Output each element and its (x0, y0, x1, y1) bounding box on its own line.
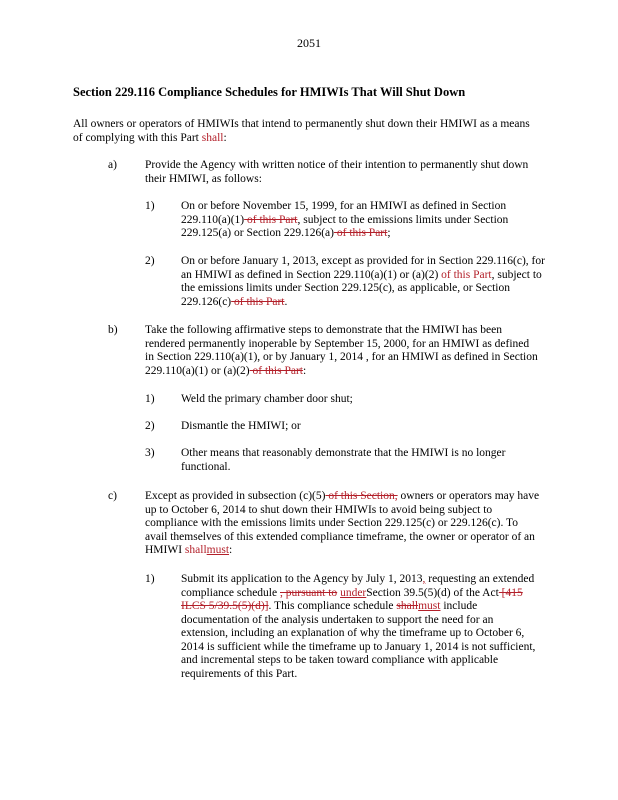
item-b2-label: 2) (145, 420, 155, 432)
item-b-label: b) (108, 324, 118, 336)
deleted-text: of this Section, (325, 490, 398, 502)
intro-text: All owners or operators of HMIWIs that intend to permanently shut down their HMIWI as a means of complying with this Part (73, 118, 530, 144)
deleted-text: of this Part (333, 227, 388, 239)
c-text-part: : (229, 544, 233, 556)
item-a2-text (181, 255, 551, 309)
item-b-text (145, 324, 540, 378)
c1-text-part: Section 39.5(5)(d) of the Act (366, 586, 499, 599)
intro-end: : (223, 131, 227, 144)
c1-text-part: Submit its application to the Agency by July 1, 2013 (181, 573, 423, 585)
deleted-text: [415 ILCS 5/39.5(5)(d)] (181, 586, 523, 612)
c1-text-part: . This compliance schedule (268, 600, 397, 612)
item-b1-text: Weld the primary chamber door shut; (181, 393, 353, 405)
a2-text-part: . (284, 295, 288, 308)
a2-text-part: On or before January 1, 2013, except as provided for in Section 229.116(c), for an HMIWI as defined in Section 229.110(a)(1) or (a)(2) (181, 255, 545, 281)
item-b1-label: 1) (145, 393, 155, 405)
inserted-text: shall (184, 544, 207, 556)
item-c1-text (181, 573, 543, 681)
deleted-text: , pursuant to (280, 586, 338, 599)
item-c1-label: 1) (145, 573, 155, 585)
deleted-text: of this Part (249, 364, 303, 377)
page-number: 2051 (297, 36, 321, 50)
item-c-text (145, 490, 540, 558)
inserted-text: , (422, 573, 426, 585)
a1-text-part: On or before November 15, 1999, for an HMIWI as defined in Section 229.110(a)(1) (181, 200, 507, 226)
inserted-text: under (340, 586, 367, 599)
item-b3-text: Other means that reasonably demonstrate that the HMIWI is no longer functional. (181, 447, 506, 473)
c1-text-part: requesting an extended compliance schedule (181, 573, 535, 599)
deleted-text: of this Part (231, 295, 285, 308)
item-c-label: c) (108, 490, 117, 502)
a2-text-part: , subject to the emissions limits under Section 229.125(c), as applicable, or Section 229.126(c) (181, 268, 542, 308)
item-a1-label: 1) (145, 200, 155, 212)
inserted-text: must (418, 600, 441, 612)
inserted-text: must (206, 544, 230, 556)
c-text-part: Except as provided in subsection (c)(5) (145, 490, 326, 502)
inserted-shall: shall (201, 131, 224, 144)
item-b2-text: Dismantle the HMIWI; or (181, 420, 301, 432)
b-text-part: Take the following affirmative steps to demonstrate that the HMIWI has been rendered permanently inoperable by September 15, 2000, for an HMIWI as defined in Section 229.110(a)(1), or by January 1, 2014 , for an HMIWI as defined in Section 229.110(a)(1) or (a)(2) (145, 324, 538, 377)
a1-text-part: , subject to the emissions limits under Section 229.125(a) or Section 229.126(a) (181, 213, 509, 239)
item-a-text: Provide the Agency with written notice of their intention to permanently shut down their HMIWI, as follows: (145, 159, 529, 185)
item-a1-text (181, 200, 541, 241)
b-text-part: : (302, 364, 307, 377)
deleted-text: shall (396, 600, 419, 612)
item-b3-label: 3) (145, 447, 155, 459)
intro-paragraph (73, 118, 533, 145)
c-text-part: owners or operators may have up to October 6, 2014 to shut down their HMIWIs to avoid being subject to compliance with the emissions limits under Section 229.125(c) or 229.126(c). To avail themselves of this extended compliance timeframe, the owner or operator of an HMIWI (145, 490, 540, 556)
inserted-text: of this Part (441, 268, 492, 281)
section-title: Section 229.116 Compliance Schedules for HMIWIs That Will Shut Down (73, 85, 466, 99)
item-a2-label: 2) (145, 255, 155, 267)
a1-text-part: ; (387, 227, 391, 239)
deleted-text: of this Part (244, 213, 298, 226)
item-a-label: a) (108, 159, 117, 171)
c1-text-part: include documentation of the analysis undertaken to support the need for an extension, including an explanation of why the timeframe up to October 6, 2014 is sufficient while the timeframe up to January 1, 2014 is not sufficient, and incremental steps to be taken toward compliance with applicable requirements of this Part. (181, 600, 536, 680)
